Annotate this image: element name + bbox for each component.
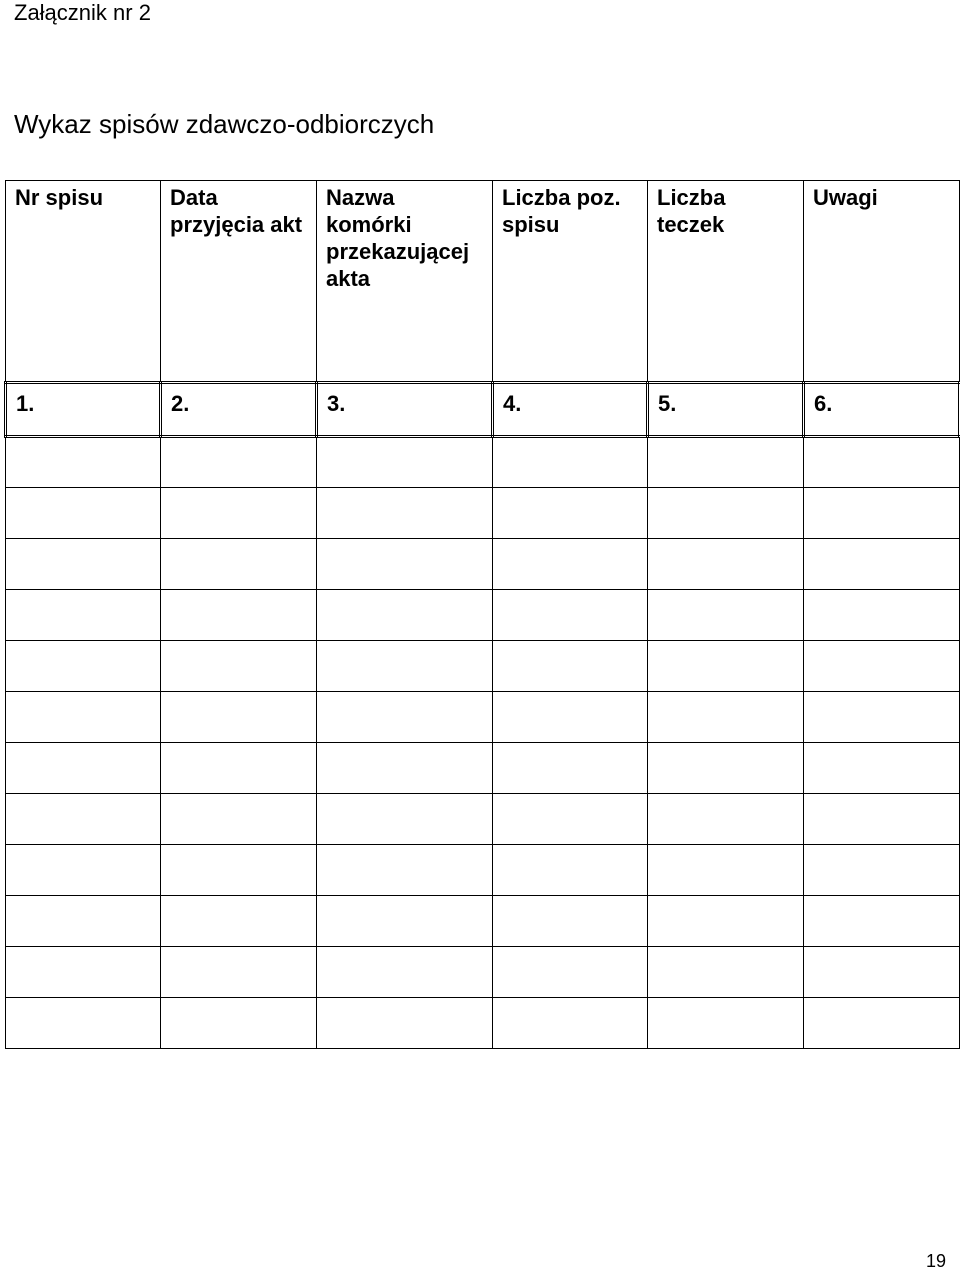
table-cell (648, 845, 804, 896)
table-cell (6, 437, 161, 488)
table-cell (6, 743, 161, 794)
table-cell (493, 998, 648, 1049)
table-cell (317, 590, 493, 641)
column-number-cell: 2. (161, 383, 317, 437)
table-cell (804, 845, 960, 896)
table-cell (648, 437, 804, 488)
table-cell (6, 896, 161, 947)
table-cell (317, 845, 493, 896)
table-cell (161, 590, 317, 641)
table-cell (804, 794, 960, 845)
table-cell (804, 743, 960, 794)
transfer-lists-table (4, 180, 960, 1049)
table-cell (6, 794, 161, 845)
table-cell (6, 692, 161, 743)
table-cell (804, 641, 960, 692)
table-row (6, 488, 960, 539)
table-cell (804, 692, 960, 743)
table-cell (317, 692, 493, 743)
table-cell (161, 998, 317, 1049)
header-cell-unit-name: Nazwa komórki przekazującej akta (317, 181, 493, 383)
column-number-cell: 4. (493, 383, 648, 437)
column-number-cell: 1. (6, 383, 161, 437)
table-cell (317, 896, 493, 947)
table-cell (804, 488, 960, 539)
table-cell (648, 692, 804, 743)
header-cell-list-number: Nr spisu (6, 181, 161, 383)
column-number-cell: 5. (648, 383, 804, 437)
table-cell (6, 488, 161, 539)
table-cell (493, 896, 648, 947)
table-cell (804, 590, 960, 641)
table-cell (493, 641, 648, 692)
table-cell (804, 896, 960, 947)
table-cell (648, 896, 804, 947)
table-body (6, 181, 960, 1049)
table-cell (648, 947, 804, 998)
table-cell (317, 437, 493, 488)
table-cell (493, 845, 648, 896)
table-cell (493, 794, 648, 845)
table-row (6, 947, 960, 998)
table-cell (493, 590, 648, 641)
table-cell (648, 539, 804, 590)
attachment-label: Załącznik nr 2 (14, 0, 151, 25)
table-cell (317, 998, 493, 1049)
header-cell-item-count: Liczba poz. spisu (493, 181, 648, 383)
table-cell (804, 998, 960, 1049)
table-cell (804, 437, 960, 488)
table-row (6, 590, 960, 641)
header-cell-remarks: Uwagi (804, 181, 960, 383)
header-cell-folder-count: Liczba teczek (648, 181, 804, 383)
table-cell (648, 488, 804, 539)
table-cell (493, 539, 648, 590)
document-title: Wykaz spisów zdawczo-odbiorczych (14, 109, 435, 139)
header-cell-acceptance-date: Data przyjęcia akt (161, 181, 317, 383)
table-cell (648, 590, 804, 641)
table-cell (648, 743, 804, 794)
table-cell (161, 947, 317, 998)
table-cell (161, 743, 317, 794)
table-row (6, 794, 960, 845)
table-cell (6, 539, 161, 590)
table-cell (6, 998, 161, 1049)
table-cell (317, 641, 493, 692)
table-cell (161, 845, 317, 896)
table-row (6, 437, 960, 488)
table-cell (317, 794, 493, 845)
table-cell (6, 845, 161, 896)
table-cell (161, 437, 317, 488)
table-row (6, 998, 960, 1049)
table-cell (317, 743, 493, 794)
column-number-row (6, 383, 960, 437)
table-cell (6, 641, 161, 692)
table-cell (648, 794, 804, 845)
table-cell (317, 947, 493, 998)
table-row (6, 896, 960, 947)
table-row (6, 845, 960, 896)
table-row (6, 692, 960, 743)
table-cell (648, 641, 804, 692)
table-cell (161, 641, 317, 692)
table-row (6, 641, 960, 692)
table-cell (317, 539, 493, 590)
table-cell (161, 539, 317, 590)
table-cell (317, 488, 493, 539)
column-number-cell: 6. (804, 383, 960, 437)
table-cell (493, 743, 648, 794)
table-cell (493, 437, 648, 488)
header-row (6, 181, 960, 383)
table-cell (493, 947, 648, 998)
table-cell (493, 488, 648, 539)
table-cell (161, 488, 317, 539)
table-cell (6, 590, 161, 641)
column-number-cell: 3. (317, 383, 493, 437)
table-cell (161, 794, 317, 845)
table-cell (648, 998, 804, 1049)
table-cell (161, 896, 317, 947)
table-cell (6, 947, 161, 998)
table-cell (493, 692, 648, 743)
table-row (6, 743, 960, 794)
table-cell (161, 692, 317, 743)
table-cell (804, 539, 960, 590)
page-number: 19 (925, 1251, 946, 1271)
table-cell (804, 947, 960, 998)
table-row (6, 539, 960, 590)
